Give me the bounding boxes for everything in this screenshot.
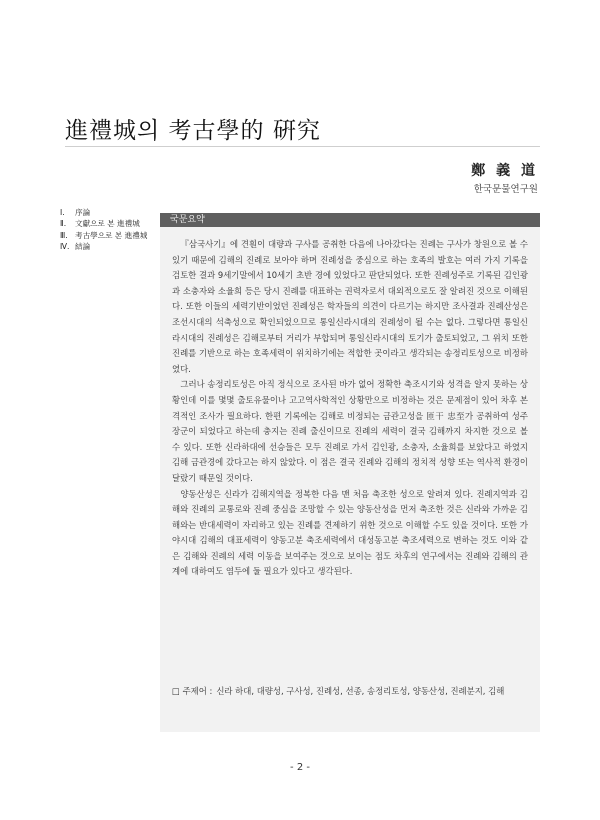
toc-item-number: Ⅲ. [60, 230, 68, 240]
toc-item-number: Ⅱ. [60, 219, 67, 229]
title-divider [65, 146, 540, 147]
author-name: 鄭 義 道 [471, 163, 538, 179]
abstract-paragraph: 『삼국사기』에 견훤이 대량과 구사를 공취한 다음에 나아갔다는 진례는 구사가 창원으로 볼 수 있기 때문에 김해의 진례로 보아야 하며 진례성을 중심으로 하는 호족의 발호는 여러 가지 기록을 검토한 결과 9세기말에서 10세기 초반 경에 있었다고 판단되었다. 또한 진례성주로 기록된 김인광과 소충자와 소율희 등은 당시 진례를 대표하는 권력자로서 대외적으로도 잘 알려진 것으로 이해된다. 또한 이들의 세력기반이었던 진례성은 학자들의 의견이 다르기는 하지만 조사결과 진례산성은 조선시대의 석축성으로 확인되었으므로 통일신라시대의 진례성이 될 수는 없다. 그렇다면 통일신라시대의 진례성은 김해로부터 거리가 부합되며 통일신라시대의 토기가 출토되었고, 그 위치 또한 진례를 기반으로 하는 호족세력이 위치하기에는 적합한 곳이라고 생각되는 송정리토성으로 비정하였다. [172, 239, 528, 374]
keywords [172, 684, 530, 700]
abstract-paragraph: 양동산성은 신라가 김해지역을 정복한 다음 맨 처음 축조한 성으로 알려져 있다. 진례지역과 김해와 진례의 교통로와 진례 중심을 조망할 수 있는 양동산성을 먼저 축조한 것은 신라와 가까운 김해와는 반대세력이 자리하고 있는 진례를 견제하기 위한 것으로 이해할 수도 있을 것이다. 또한 가야시대 김해의 대표세력이 양동고분 축조세력에서 대성동고분 축조세력으로 변하는 것도 이와 같은 김해와 진례의 세력 이동을 보여주는 것으로 보이는 점도 차후의 연구에서는 진례와 김해의 관계에 대하여도 염두에 둘 필요가 있다고 생각된다. [172, 488, 528, 577]
paper-title: 進禮城의 考古學的 硏究 [65, 118, 321, 144]
toc-item-text: 考古學으로 본 進禮城 [75, 230, 148, 240]
table-of-contents [60, 207, 160, 252]
toc-item-text: 文獻으로 본 進禮城 [75, 219, 140, 229]
keywords-list: 신라 하대, 대량성, 구사성, 진례성, 선종, 송정리토성, 양동산성, 진례분지, 김해 [216, 686, 505, 696]
abstract-body [172, 237, 528, 580]
keywords-label: □ 주제어 : [172, 686, 213, 696]
abstract-heading: 국문요약 [160, 213, 540, 227]
toc-item [60, 230, 160, 241]
toc-item-number: Ⅰ. [60, 208, 65, 217]
toc-item [60, 207, 160, 218]
toc-item-number: Ⅳ. [60, 241, 70, 251]
page-number: - 2 - [290, 762, 310, 773]
toc-item-text: 序論 [75, 208, 91, 217]
abstract-box [160, 213, 540, 732]
toc-item [60, 218, 160, 229]
toc-item [60, 241, 160, 252]
abstract-paragraph: 그러나 송정리토성은 아직 정식으로 조사된 바가 없어 정확한 축조시기와 성격을 알지 못하는 상황인데 이를 몇몇 출토유물이나 고고역사학적인 상황만으로 비정하는 것은 문제점이 있어 차후 본격적인 조사가 필요하다. 한편 기록에는 김해로 비정되는 금관고성을 匝干 忠至가 공취하여 성주장군이 되었다고 하는데 충지는 진례 출신이므로 진례의 세력이 결국 김해까지 차지한 것으로 볼 수 있다. 또한 신라하대에 선승들은 모두 진례로 가서 김인광, 소충자, 소율희를 보았다고 하였지 김해 금관경에 갔다고는 하지 않았다. 이 점은 결국 진례와 김해의 정치적 성향 또는 역사적 환경이 달랐기 때문일 것이다. [172, 379, 528, 483]
toc-item-text: 結論 [75, 241, 91, 251]
author-affiliation: 한국문물연구원 [473, 184, 538, 195]
